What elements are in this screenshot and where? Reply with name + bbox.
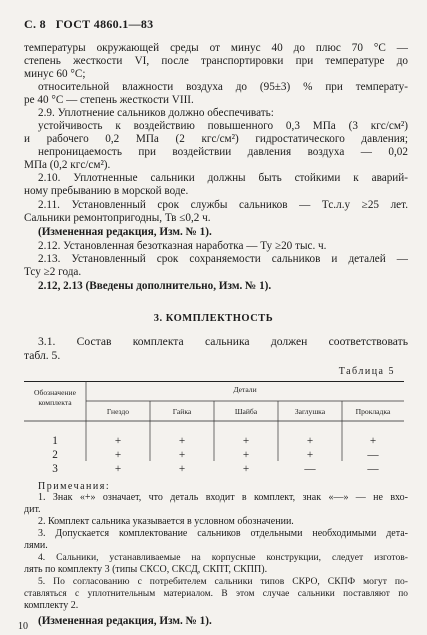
table-row-id: 3 <box>52 463 58 475</box>
column-header: Шайба <box>234 407 258 416</box>
amendment-note: (Измененная редакция, Изм. № 1). <box>38 226 212 238</box>
clause-2-10: 2.10. Уплотненные сальники должны быть стойкими к аварий- <box>38 172 408 184</box>
column-header: Заглушка <box>294 407 326 416</box>
column-header: Гнездо <box>106 407 130 416</box>
page-header <box>24 17 153 32</box>
text-line: табл. 5. <box>24 349 61 362</box>
table-cell: — <box>304 463 316 475</box>
table-row-id: 2 <box>52 449 58 461</box>
note-line: 2. Комплект сальника указывается в условном обозначении. <box>38 516 294 527</box>
text-line: Тсу ≥2 года. <box>24 266 82 278</box>
text-line: относительной влажности воздуха до (95±3) % при температу- <box>38 81 408 93</box>
page-number: 10 <box>18 621 28 632</box>
note-line: 5. По согласованию с потребителем сальники типов СКРО, СКПФ могут по- <box>38 576 408 587</box>
note-line: 3. Допускается комплектование сальников отдельными необходимыми дета- <box>38 528 408 539</box>
table-cell: + <box>178 449 186 461</box>
column-header: Гайка <box>172 407 192 416</box>
text-line: минус 60 °С; <box>24 68 86 80</box>
section-title: 3. КОМПЛЕКТНОСТЬ <box>153 313 274 324</box>
clause-2-9-title: 2.9. Уплотнение сальников должно обеспечивать: <box>38 107 274 119</box>
text-line: степень жесткости VI, после транспортировки при температуре до <box>24 55 408 67</box>
text-line: устойчивость к воздействию повышенного 0,3 МПа (3 кгс/см²) <box>38 120 408 132</box>
table-cell: + <box>114 463 122 475</box>
text-line: непроницаемость при воздействии давления воздуха — 0,02 <box>38 146 408 158</box>
added-note: 2.12, 2.13 (Введены дополнительно, Изм. № 1). <box>38 280 272 292</box>
table-cell: + <box>178 435 186 447</box>
text-line: ному пребыванию в морской воде. <box>24 185 189 197</box>
table-cell: + <box>306 435 314 447</box>
clause-3-1: 3.1. Состав комплекта сальника должен соответствовать <box>38 335 408 348</box>
note-line: 4. Сальники, устанавливаемые на корпусные конструкции, следует изготов- <box>38 552 408 563</box>
note-line: дит. <box>24 504 41 515</box>
note-line: ставляться с уплотнительным материалом. В этом случае сальники поставляют по <box>24 589 408 599</box>
text-line: ре 40 °С — степень жесткости VIII. <box>24 94 194 106</box>
table-cell: + <box>242 449 250 461</box>
note-line: комплекту 2. <box>24 600 79 611</box>
amendment-note: (Измененная редакция, Изм. № 1). <box>38 615 212 627</box>
table-cell: + <box>369 435 377 447</box>
note-line: 1. Знак «+» означает, что деталь входит в комплект, знак «—» — не вхо- <box>38 492 408 503</box>
clause-2-12: 2.12. Установленная безотказная наработка — Ту ≥20 тыс. ч. <box>38 240 327 252</box>
row-header: Обозначение комплекта <box>34 388 76 407</box>
note-line: лять по комплекту 3 (типы СКСО, СКСД, СКПТ, СКПП). <box>24 564 268 575</box>
page-label: С. 8 <box>24 17 46 31</box>
clause-2-13: 2.13. Установленный срок сохраняемости сальников и деталей — <box>38 253 408 265</box>
text-line: температуры окружающей среды от минус 40 до плюс 70 °С — <box>24 42 408 54</box>
text-line: Сальники ремонтопригодны, Тв ≤0,2 ч. <box>24 212 211 224</box>
table-cell: + <box>242 435 250 447</box>
table-cell: — <box>367 449 379 461</box>
text-line: МПа (0,2 кгс/см²). <box>24 159 111 171</box>
table-row-id: 1 <box>52 435 58 447</box>
standard-label: ГОСТ 4860.1—83 <box>55 17 154 31</box>
note-line: лями. <box>24 540 48 551</box>
table-cell: + <box>114 449 122 461</box>
group-header: Детали <box>233 385 257 394</box>
table-cell: + <box>178 463 186 475</box>
clause-2-11: 2.11. Установленный срок службы сальников — Тс.л.у ≥25 лет. <box>38 199 408 211</box>
table-cell: + <box>114 435 122 447</box>
table-caption: Таблица 5 <box>338 366 395 377</box>
table-cell: + <box>306 449 314 461</box>
notes-title: Примечания: <box>38 481 111 492</box>
text-line: и рабочего 0,2 МПа (2 кгс/см²) гидростатического давления; <box>24 133 408 145</box>
column-header: Прокладка <box>355 407 391 416</box>
table-cell: + <box>242 463 250 475</box>
table-cell: — <box>367 463 379 475</box>
